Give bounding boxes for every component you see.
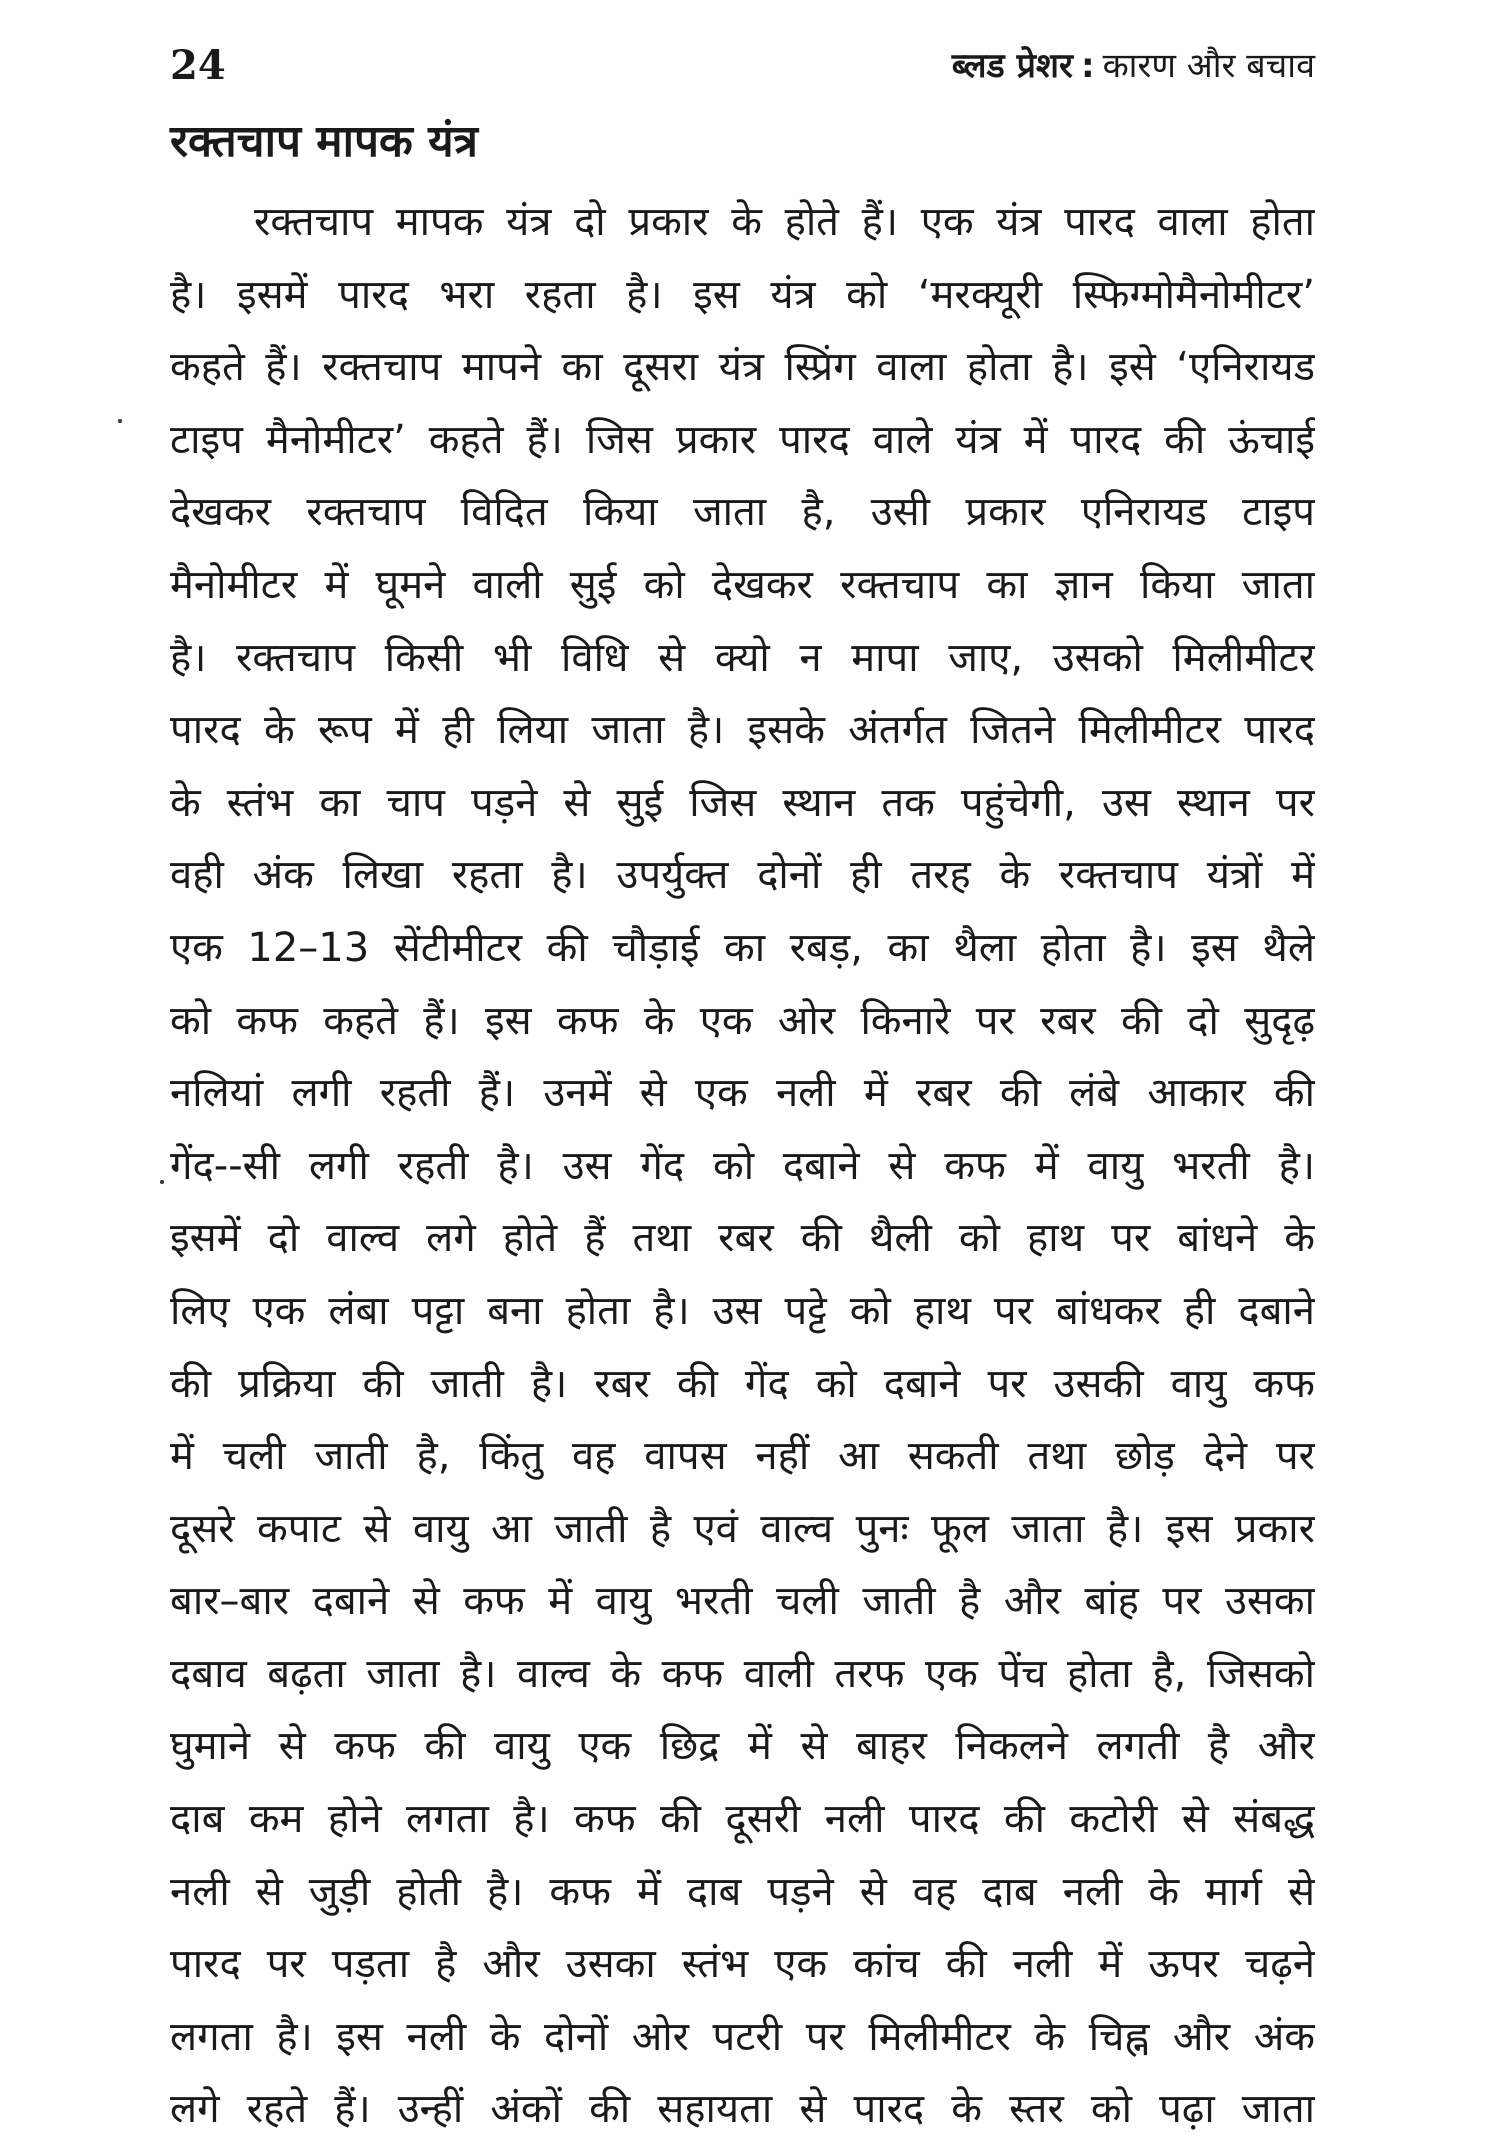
text-line: दूसरे कपाट से वायु आ जाती है एवं वाल्व पुनः फूल जाता है। इस प्रकार xyxy=(170,1505,1315,1552)
book-title: ब्लड प्रेशर xyxy=(951,46,1073,86)
text-line: दबाव बढ़ता जाता है। वाल्व के कफ वाली तरफ एक पेंच होता है, जिसको xyxy=(170,1650,1315,1697)
text-line: घुमाने से कफ की वायु एक छिद्र में से बाहर निकलने लगती है और xyxy=(170,1723,1315,1770)
text-line: की प्रक्रिया की जाती है। रबर की गेंद को दबाने पर उसकी वायु कफ xyxy=(170,1360,1315,1407)
text-line: बार–बार दबाने से कफ में वायु भरती चली जाती है और बांह पर उसका xyxy=(170,1578,1315,1625)
text-line: के स्तंभ का चाप पड़ने से सुई जिस स्थान तक पहुंचेगी, उस स्थान पर xyxy=(170,779,1315,826)
text-line: को कफ कहते हैं। इस कफ के एक ओर किनारे पर रबर की दो सुदृढ़ xyxy=(170,997,1315,1044)
page-number: 24 xyxy=(170,42,226,89)
text-line: पारद पर पड़ता है और उसका स्तंभ एक कांच की नली में ऊपर चढ़ने xyxy=(170,1941,1315,1988)
text-line: है। इसमें पारद भरा रहता है। इस यंत्र को ‘मरक्यूरी स्फिग्मोमैनोमीटर’ xyxy=(170,271,1315,318)
text-line: लगता है। इस नली के दोनों ओर पटरी पर मिलीमीटर के चिह्न और अंक xyxy=(170,2013,1315,2060)
book-subtitle: कारण और बचाव xyxy=(1102,46,1315,86)
text-line: है। रक्तचाप किसी भी विधि से क्यो न मापा जाए, उसको मिलीमीटर xyxy=(170,634,1315,681)
running-head xyxy=(952,38,1315,94)
text-line: इसमें दो वाल्व लगे होते हैं तथा रबर की थैली को हाथ पर बांधने के xyxy=(170,1215,1315,1262)
text-line: पारद के रूप में ही लिया जाता है। इसके अंतर्गत जितने मिलीमीटर पारद xyxy=(170,707,1315,754)
text-line: देखकर रक्तचाप विदित किया जाता है, उसी प्रकार एनिरायड टाइप xyxy=(170,489,1315,536)
text-line: मैनोमीटर में घूमने वाली सुई को देखकर रक्तचाप का ज्ञान किया जाता xyxy=(170,561,1315,608)
text-line: रक्तचाप मापक यंत्र दो प्रकार के होते हैं। एक यंत्र पारद वाला होता xyxy=(254,199,1315,245)
text-line: में चली जाती है, किंतु वह वापस नहीं आ सकती तथा छोड़ देने पर xyxy=(170,1433,1315,1480)
text-line: वही अंक लिखा रहता है। उपर्युक्त दोनों ही तरह के रक्तचाप यंत्रों में xyxy=(170,852,1315,899)
page-header xyxy=(170,38,1315,98)
text-line: नली से जुड़ी होती है। कफ में दाब पड़ने से वह दाब नली के मार्ग से xyxy=(170,1868,1315,1915)
text-line: लिए एक लंबा पट्टा बना होता है। उस पट्टे को हाथ पर बांधकर ही दबाने xyxy=(170,1287,1315,1334)
text-line: गेंद--सी लगी रहती है। उस गेंद को दबाने से कफ में वायु भरती है। xyxy=(170,1142,1315,1189)
text-line: लगे रहते हैं। उन्हीं अंकों की सहायता से पारद के स्तर को पढ़ा जाता xyxy=(170,2086,1315,2133)
text-line: कहते हैं। रक्तचाप मापने का दूसरा यंत्र स्प्रिंग वाला होता है। इसे ‘एनिरायड xyxy=(170,344,1315,391)
text-line: एक 12–13 सेंटीमीटर की चौड़ाई का रबड़, का थैला होता है। इस थैले xyxy=(170,924,1315,971)
body-paragraph xyxy=(170,186,1315,2146)
title-separator: : xyxy=(1080,46,1095,86)
text-line: नलियां लगी रहती हैं। उनमें से एक नली में रबर की लंबे आकार की xyxy=(170,1070,1315,1117)
text-line: टाइप मैनोमीटर’ कहते हैं। जिस प्रकार पारद वाले यंत्र में पारद की ऊंचाई xyxy=(170,416,1315,463)
scan-speck xyxy=(160,1180,164,1184)
scan-speck xyxy=(118,419,122,423)
text-line: दाब कम होने लगता है। कफ की दूसरी नली पारद की कटोरी से संबद्ध xyxy=(170,1796,1315,1843)
section-heading: रक्तचाप मापक यंत्र xyxy=(170,116,478,167)
